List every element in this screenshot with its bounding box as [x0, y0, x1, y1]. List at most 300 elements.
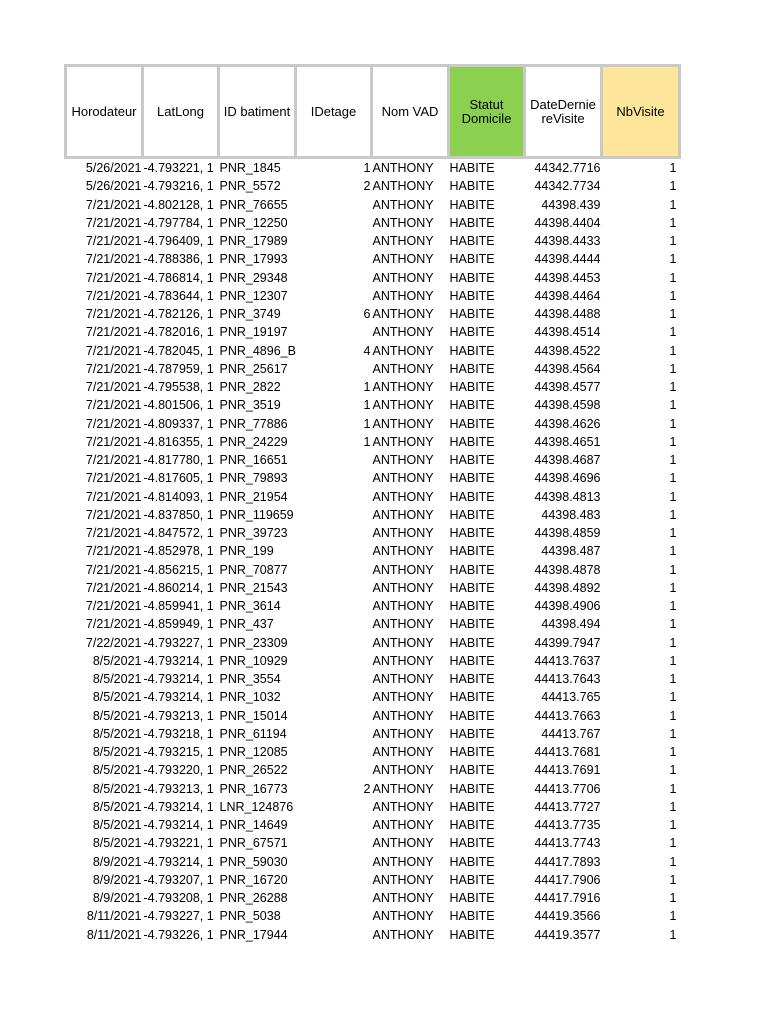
cell-horodateur[interactable]: 7/21/2021 — [85, 215, 142, 230]
cell-statut-domicile[interactable]: HABITE — [449, 891, 495, 906]
cell-idetage[interactable] — [296, 743, 372, 761]
cell-idetage[interactable] — [296, 506, 372, 524]
header-nom-vad[interactable]: Nom VAD — [372, 66, 449, 158]
cell-id-batiment[interactable]: PNR_119659 — [219, 507, 294, 522]
cell-date-derniere-visite[interactable]: 44413.7691 — [534, 763, 601, 778]
cell-latlong[interactable]: -4.809337, 1 — [143, 416, 214, 431]
cell-horodateur[interactable]: 7/21/2021 — [85, 380, 142, 395]
cell-nb-visite[interactable]: 1 — [669, 544, 677, 559]
cell-nom-vad[interactable]: ANTHONY — [372, 398, 434, 413]
cell-statut-domicile[interactable]: HABITE — [449, 799, 495, 814]
cell-date-derniere-visite[interactable]: 44413.765 — [541, 690, 601, 705]
cell-date-derniere-visite[interactable]: 44417.7906 — [534, 872, 601, 887]
header-statut-domicile[interactable]: Statut Domicile — [449, 66, 525, 158]
cell-latlong[interactable]: -4.793216, 1 — [143, 179, 214, 194]
cell-date-derniere-visite[interactable]: 44398.4514 — [534, 325, 601, 340]
cell-nb-visite[interactable]: 1 — [669, 161, 677, 176]
cell-id-batiment[interactable]: PNR_25617 — [219, 361, 288, 376]
cell-nb-visite[interactable]: 1 — [669, 179, 677, 194]
cell-latlong[interactable]: -4.793227, 1 — [143, 909, 214, 924]
cell-horodateur[interactable]: 5/26/2021 — [85, 179, 142, 194]
cell-nb-visite[interactable]: 1 — [669, 635, 677, 650]
cell-nb-visite[interactable]: 1 — [669, 909, 677, 924]
cell-date-derniere-visite[interactable]: 44413.767 — [541, 726, 601, 741]
cell-date-derniere-visite[interactable]: 44398.4626 — [534, 416, 601, 431]
cell-idetage[interactable] — [296, 652, 372, 670]
cell-latlong[interactable]: -4.793214, 1 — [143, 818, 214, 833]
cell-idetage[interactable] — [296, 597, 372, 615]
cell-statut-domicile[interactable]: HABITE — [449, 726, 495, 741]
cell-idetage[interactable] — [296, 196, 372, 214]
cell-statut-domicile[interactable]: HABITE — [449, 781, 495, 796]
cell-latlong[interactable]: -4.782016, 1 — [143, 325, 214, 340]
cell-nom-vad[interactable]: ANTHONY — [372, 635, 434, 650]
cell-nom-vad[interactable]: ANTHONY — [372, 416, 434, 431]
cell-horodateur[interactable]: 8/5/2021 — [92, 745, 142, 760]
cell-horodateur[interactable]: 7/21/2021 — [85, 562, 142, 577]
cell-horodateur[interactable]: 8/5/2021 — [92, 763, 142, 778]
cell-nom-vad[interactable]: ANTHONY — [372, 599, 434, 614]
cell-latlong[interactable]: -4.793207, 1 — [143, 872, 214, 887]
cell-nom-vad[interactable]: ANTHONY — [372, 288, 434, 303]
cell-id-batiment[interactable]: PNR_16720 — [219, 872, 288, 887]
cell-statut-domicile[interactable]: HABITE — [449, 380, 495, 395]
cell-statut-domicile[interactable]: HABITE — [449, 617, 495, 632]
cell-statut-domicile[interactable]: HABITE — [449, 215, 495, 230]
cell-statut-domicile[interactable]: HABITE — [449, 599, 495, 614]
cell-id-batiment[interactable]: PNR_1032 — [219, 690, 281, 705]
cell-date-derniere-visite[interactable]: 44398.4453 — [534, 270, 601, 285]
cell-horodateur[interactable]: 7/21/2021 — [85, 197, 142, 212]
cell-nb-visite[interactable]: 1 — [669, 854, 677, 869]
cell-date-derniere-visite[interactable]: 44419.3566 — [534, 909, 601, 924]
cell-id-batiment[interactable]: PNR_21954 — [219, 489, 288, 504]
cell-id-batiment[interactable]: PNR_12250 — [219, 215, 288, 230]
cell-nom-vad[interactable]: ANTHONY — [372, 854, 434, 869]
cell-nom-vad[interactable]: ANTHONY — [372, 526, 434, 541]
cell-nom-vad[interactable]: ANTHONY — [372, 489, 434, 504]
cell-id-batiment[interactable]: PNR_16651 — [219, 453, 288, 468]
cell-id-batiment[interactable]: PNR_14649 — [219, 818, 288, 833]
cell-nb-visite[interactable]: 1 — [669, 471, 677, 486]
cell-nb-visite[interactable]: 1 — [669, 891, 677, 906]
cell-id-batiment[interactable]: PNR_21543 — [219, 580, 288, 595]
cell-id-batiment[interactable]: LNR_124876 — [219, 799, 294, 814]
cell-nb-visite[interactable]: 1 — [669, 380, 677, 395]
cell-id-batiment[interactable]: PNR_5038 — [219, 909, 281, 924]
cell-nom-vad[interactable]: ANTHONY — [372, 307, 434, 322]
cell-date-derniere-visite[interactable]: 44413.7727 — [534, 799, 601, 814]
header-nb-visite[interactable]: NbVisite — [602, 66, 680, 158]
cell-latlong[interactable]: -4.793214, 1 — [143, 690, 214, 705]
cell-nb-visite[interactable]: 1 — [669, 690, 677, 705]
cell-horodateur[interactable]: 8/9/2021 — [92, 854, 142, 869]
cell-idetage[interactable] — [296, 707, 372, 725]
cell-date-derniere-visite[interactable]: 44398.4696 — [534, 471, 601, 486]
cell-id-batiment[interactable]: PNR_39723 — [219, 526, 288, 541]
cell-horodateur[interactable]: 8/11/2021 — [86, 927, 142, 942]
cell-nb-visite[interactable]: 1 — [669, 836, 677, 851]
cell-idetage[interactable] — [296, 488, 372, 506]
cell-statut-domicile[interactable]: HABITE — [449, 909, 495, 924]
cell-date-derniere-visite[interactable]: 44398.4892 — [534, 580, 601, 595]
cell-nb-visite[interactable]: 1 — [669, 270, 677, 285]
cell-nom-vad[interactable]: ANTHONY — [372, 653, 434, 668]
cell-date-derniere-visite[interactable]: 44342.7716 — [534, 161, 601, 176]
cell-horodateur[interactable]: 8/5/2021 — [92, 781, 142, 796]
cell-idetage[interactable] — [296, 524, 372, 542]
cell-latlong[interactable]: -4.793214, 1 — [143, 672, 214, 687]
cell-statut-domicile[interactable]: HABITE — [449, 343, 495, 358]
cell-nb-visite[interactable]: 1 — [669, 215, 677, 230]
cell-nb-visite[interactable]: 1 — [669, 708, 677, 723]
cell-date-derniere-visite[interactable]: 44398.4687 — [534, 453, 601, 468]
cell-idetage[interactable]: 6 — [363, 307, 371, 322]
cell-nb-visite[interactable]: 1 — [669, 434, 677, 449]
cell-id-batiment[interactable]: PNR_5572 — [219, 179, 281, 194]
header-date-derniere-visite[interactable]: DateDerniereVisite — [525, 66, 602, 158]
cell-nb-visite[interactable]: 1 — [669, 398, 677, 413]
cell-id-batiment[interactable]: PNR_437 — [219, 617, 274, 632]
cell-latlong[interactable]: -4.786814, 1 — [143, 270, 214, 285]
cell-latlong[interactable]: -4.859949, 1 — [143, 617, 214, 632]
cell-nom-vad[interactable]: ANTHONY — [372, 234, 434, 249]
cell-id-batiment[interactable]: PNR_199 — [219, 544, 274, 559]
cell-id-batiment[interactable]: PNR_67571 — [219, 836, 288, 851]
cell-id-batiment[interactable]: PNR_12085 — [219, 745, 288, 760]
cell-statut-domicile[interactable]: HABITE — [449, 398, 495, 413]
cell-latlong[interactable]: -4.860214, 1 — [143, 580, 214, 595]
cell-date-derniere-visite[interactable]: 44419.3577 — [534, 927, 601, 942]
cell-date-derniere-visite[interactable]: 44398.483 — [541, 507, 601, 522]
cell-nb-visite[interactable]: 1 — [669, 325, 677, 340]
cell-idetage[interactable] — [296, 232, 372, 250]
cell-statut-domicile[interactable]: HABITE — [449, 672, 495, 687]
cell-horodateur[interactable]: 7/21/2021 — [85, 471, 142, 486]
cell-nom-vad[interactable]: ANTHONY — [372, 361, 434, 376]
cell-nom-vad[interactable]: ANTHONY — [372, 927, 434, 942]
cell-idetage[interactable] — [296, 853, 372, 871]
cell-date-derniere-visite[interactable]: 44417.7916 — [534, 891, 601, 906]
cell-latlong[interactable]: -4.793214, 1 — [143, 854, 214, 869]
cell-horodateur[interactable]: 7/21/2021 — [85, 325, 142, 340]
cell-id-batiment[interactable]: PNR_3519 — [219, 398, 281, 413]
cell-nb-visite[interactable]: 1 — [669, 799, 677, 814]
cell-id-batiment[interactable]: PNR_17993 — [219, 252, 288, 267]
cell-horodateur[interactable]: 7/21/2021 — [85, 252, 142, 267]
cell-id-batiment[interactable]: PNR_3749 — [219, 307, 281, 322]
cell-nom-vad[interactable]: ANTHONY — [372, 197, 434, 212]
cell-latlong[interactable]: -4.793226, 1 — [143, 927, 214, 942]
cell-nb-visite[interactable]: 1 — [669, 507, 677, 522]
cell-latlong[interactable]: -4.793218, 1 — [143, 726, 214, 741]
cell-statut-domicile[interactable]: HABITE — [449, 836, 495, 851]
cell-idetage[interactable] — [296, 634, 372, 652]
cell-horodateur[interactable]: 8/5/2021 — [92, 672, 142, 687]
cell-idetage[interactable] — [296, 816, 372, 834]
cell-latlong[interactable]: -4.793214, 1 — [143, 799, 214, 814]
cell-nb-visite[interactable]: 1 — [669, 416, 677, 431]
cell-nom-vad[interactable]: ANTHONY — [372, 799, 434, 814]
cell-horodateur[interactable]: 7/21/2021 — [85, 361, 142, 376]
cell-date-derniere-visite[interactable]: 44398.4577 — [534, 380, 601, 395]
cell-nom-vad[interactable]: ANTHONY — [372, 836, 434, 851]
cell-id-batiment[interactable]: PNR_59030 — [219, 854, 288, 869]
cell-statut-domicile[interactable]: HABITE — [449, 745, 495, 760]
cell-id-batiment[interactable]: PNR_77886 — [219, 416, 288, 431]
cell-statut-domicile[interactable]: HABITE — [449, 690, 495, 705]
cell-statut-domicile[interactable]: HABITE — [449, 179, 495, 194]
cell-nb-visite[interactable]: 1 — [669, 526, 677, 541]
cell-latlong[interactable]: -4.797784, 1 — [143, 215, 214, 230]
cell-idetage[interactable] — [296, 670, 372, 688]
cell-idetage[interactable] — [296, 834, 372, 852]
cell-horodateur[interactable]: 7/21/2021 — [85, 453, 142, 468]
cell-idetage[interactable]: 2 — [363, 179, 371, 194]
cell-latlong[interactable]: -4.793215, 1 — [143, 745, 214, 760]
cell-date-derniere-visite[interactable]: 44398.4404 — [534, 215, 601, 230]
cell-latlong[interactable]: -4.793213, 1 — [143, 708, 214, 723]
cell-id-batiment[interactable]: PNR_76655 — [219, 197, 288, 212]
cell-idetage[interactable]: 1 — [363, 416, 371, 431]
cell-id-batiment[interactable]: PNR_1845 — [219, 161, 281, 176]
cell-nb-visite[interactable]: 1 — [669, 653, 677, 668]
cell-horodateur[interactable]: 7/21/2021 — [85, 270, 142, 285]
cell-nb-visite[interactable]: 1 — [669, 781, 677, 796]
cell-horodateur[interactable]: 8/5/2021 — [92, 653, 142, 668]
cell-statut-domicile[interactable]: HABITE — [449, 307, 495, 322]
cell-nb-visite[interactable]: 1 — [669, 745, 677, 760]
cell-statut-domicile[interactable]: HABITE — [449, 872, 495, 887]
cell-horodateur[interactable]: 7/21/2021 — [85, 434, 142, 449]
cell-nom-vad[interactable]: ANTHONY — [372, 708, 434, 723]
cell-horodateur[interactable]: 7/21/2021 — [85, 398, 142, 413]
cell-horodateur[interactable]: 8/9/2021 — [92, 872, 142, 887]
cell-statut-domicile[interactable]: HABITE — [449, 562, 495, 577]
cell-statut-domicile[interactable]: HABITE — [449, 653, 495, 668]
cell-idetage[interactable] — [296, 323, 372, 341]
cell-idetage[interactable] — [296, 926, 372, 944]
cell-id-batiment[interactable]: PNR_70877 — [219, 562, 288, 577]
cell-statut-domicile[interactable]: HABITE — [449, 453, 495, 468]
cell-idetage[interactable] — [296, 269, 372, 287]
cell-latlong[interactable]: -4.788386, 1 — [143, 252, 214, 267]
cell-statut-domicile[interactable]: HABITE — [449, 708, 495, 723]
cell-statut-domicile[interactable]: HABITE — [449, 471, 495, 486]
cell-id-batiment[interactable]: PNR_10929 — [219, 653, 288, 668]
cell-nom-vad[interactable]: ANTHONY — [372, 726, 434, 741]
header-idetage[interactable]: IDetage — [296, 66, 372, 158]
cell-horodateur[interactable]: 7/21/2021 — [85, 489, 142, 504]
cell-id-batiment[interactable]: PNR_17944 — [219, 927, 288, 942]
cell-date-derniere-visite[interactable]: 44398.4598 — [534, 398, 601, 413]
cell-idetage[interactable] — [296, 907, 372, 925]
cell-statut-domicile[interactable]: HABITE — [449, 161, 495, 176]
cell-nb-visite[interactable]: 1 — [669, 307, 677, 322]
cell-statut-domicile[interactable]: HABITE — [449, 197, 495, 212]
cell-id-batiment[interactable]: PNR_26522 — [219, 763, 288, 778]
cell-id-batiment[interactable]: PNR_26288 — [219, 891, 288, 906]
cell-latlong[interactable]: -4.847572, 1 — [143, 526, 214, 541]
header-horodateur[interactable]: Horodateur — [66, 66, 143, 158]
cell-date-derniere-visite[interactable]: 44398.4564 — [534, 361, 601, 376]
cell-nom-vad[interactable]: ANTHONY — [372, 763, 434, 778]
cell-idetage[interactable] — [296, 798, 372, 816]
cell-id-batiment[interactable]: PNR_3614 — [219, 599, 281, 614]
cell-latlong[interactable]: -4.793208, 1 — [143, 891, 214, 906]
cell-horodateur[interactable]: 7/21/2021 — [85, 617, 142, 632]
cell-latlong[interactable]: -4.793227, 1 — [143, 635, 214, 650]
cell-latlong[interactable]: -4.817780, 1 — [143, 453, 214, 468]
cell-date-derniere-visite[interactable]: 44398.4522 — [534, 343, 601, 358]
cell-date-derniere-visite[interactable]: 44413.7637 — [534, 653, 601, 668]
cell-nom-vad[interactable]: ANTHONY — [372, 380, 434, 395]
cell-nb-visite[interactable]: 1 — [669, 562, 677, 577]
cell-date-derniere-visite[interactable]: 44398.4813 — [534, 489, 601, 504]
cell-horodateur[interactable]: 8/5/2021 — [92, 836, 142, 851]
cell-latlong[interactable]: -4.787959, 1 — [143, 361, 214, 376]
cell-date-derniere-visite[interactable]: 44398.4444 — [534, 252, 601, 267]
cell-nom-vad[interactable]: ANTHONY — [372, 507, 434, 522]
cell-date-derniere-visite[interactable]: 44413.7663 — [534, 708, 601, 723]
cell-nb-visite[interactable]: 1 — [669, 818, 677, 833]
cell-nom-vad[interactable]: ANTHONY — [372, 161, 434, 176]
cell-nom-vad[interactable]: ANTHONY — [372, 252, 434, 267]
cell-horodateur[interactable]: 8/9/2021 — [92, 891, 142, 906]
cell-nb-visite[interactable]: 1 — [669, 288, 677, 303]
cell-nom-vad[interactable]: ANTHONY — [372, 580, 434, 595]
cell-horodateur[interactable]: 8/11/2021 — [86, 909, 142, 924]
cell-nom-vad[interactable]: ANTHONY — [372, 434, 434, 449]
cell-statut-domicile[interactable]: HABITE — [449, 580, 495, 595]
cell-idetage[interactable] — [296, 688, 372, 706]
cell-statut-domicile[interactable]: HABITE — [449, 927, 495, 942]
cell-horodateur[interactable]: 8/5/2021 — [92, 818, 142, 833]
header-latlong[interactable]: LatLong — [143, 66, 219, 158]
cell-horodateur[interactable]: 7/22/2021 — [85, 635, 142, 650]
cell-nom-vad[interactable]: ANTHONY — [372, 909, 434, 924]
cell-date-derniere-visite[interactable]: 44398.4906 — [534, 599, 601, 614]
cell-idetage[interactable] — [296, 761, 372, 779]
cell-latlong[interactable]: -4.782126, 1 — [143, 307, 214, 322]
cell-nb-visite[interactable]: 1 — [669, 672, 677, 687]
cell-statut-domicile[interactable]: HABITE — [449, 854, 495, 869]
cell-latlong[interactable]: -4.796409, 1 — [143, 234, 214, 249]
cell-statut-domicile[interactable]: HABITE — [449, 635, 495, 650]
cell-statut-domicile[interactable]: HABITE — [449, 416, 495, 431]
cell-nom-vad[interactable]: ANTHONY — [372, 471, 434, 486]
cell-latlong[interactable]: -4.793213, 1 — [143, 781, 214, 796]
cell-id-batiment[interactable]: PNR_4896_B — [219, 343, 296, 358]
cell-horodateur[interactable]: 7/21/2021 — [85, 507, 142, 522]
cell-id-batiment[interactable]: PNR_12307 — [219, 288, 288, 303]
cell-id-batiment[interactable]: PNR_3554 — [219, 672, 281, 687]
cell-nb-visite[interactable]: 1 — [669, 872, 677, 887]
cell-idetage[interactable]: 4 — [363, 343, 371, 358]
cell-statut-domicile[interactable]: HABITE — [449, 288, 495, 303]
cell-latlong[interactable]: -4.793220, 1 — [143, 763, 214, 778]
cell-idetage[interactable]: 1 — [363, 434, 371, 449]
cell-idetage[interactable] — [296, 469, 372, 487]
cell-nom-vad[interactable]: ANTHONY — [372, 672, 434, 687]
cell-latlong[interactable]: -4.859941, 1 — [143, 599, 214, 614]
cell-nom-vad[interactable]: ANTHONY — [372, 818, 434, 833]
cell-horodateur[interactable]: 7/21/2021 — [85, 599, 142, 614]
cell-nom-vad[interactable]: ANTHONY — [372, 781, 434, 796]
cell-statut-domicile[interactable]: HABITE — [449, 818, 495, 833]
cell-id-batiment[interactable]: PNR_15014 — [219, 708, 288, 723]
cell-nb-visite[interactable]: 1 — [669, 599, 677, 614]
cell-nb-visite[interactable]: 1 — [669, 726, 677, 741]
cell-idetage[interactable]: 1 — [363, 398, 371, 413]
cell-statut-domicile[interactable]: HABITE — [449, 252, 495, 267]
cell-date-derniere-visite[interactable]: 44413.7743 — [534, 836, 601, 851]
cell-latlong[interactable]: -4.793221, 1 — [143, 161, 214, 176]
cell-nb-visite[interactable]: 1 — [669, 453, 677, 468]
header-id-batiment[interactable]: ID batiment — [219, 66, 296, 158]
cell-nom-vad[interactable]: ANTHONY — [372, 745, 434, 760]
cell-date-derniere-visite[interactable]: 44398.4433 — [534, 234, 601, 249]
cell-horodateur[interactable]: 8/5/2021 — [92, 690, 142, 705]
cell-nb-visite[interactable]: 1 — [669, 197, 677, 212]
cell-nb-visite[interactable]: 1 — [669, 580, 677, 595]
cell-statut-domicile[interactable]: HABITE — [449, 325, 495, 340]
cell-latlong[interactable]: -4.837850, 1 — [143, 507, 214, 522]
cell-date-derniere-visite[interactable]: 44398.439 — [541, 197, 601, 212]
cell-latlong[interactable]: -4.856215, 1 — [143, 562, 214, 577]
cell-date-derniere-visite[interactable]: 44398.4651 — [534, 434, 601, 449]
cell-horodateur[interactable]: 7/21/2021 — [85, 343, 142, 358]
cell-nom-vad[interactable]: ANTHONY — [372, 343, 434, 358]
cell-date-derniere-visite[interactable]: 44417.7893 — [534, 854, 601, 869]
cell-horodateur[interactable]: 8/5/2021 — [92, 726, 142, 741]
cell-nom-vad[interactable]: ANTHONY — [372, 215, 434, 230]
cell-idetage[interactable] — [296, 250, 372, 268]
cell-date-derniere-visite[interactable]: 44398.4488 — [534, 307, 601, 322]
cell-id-batiment[interactable]: PNR_19197 — [219, 325, 288, 340]
cell-nom-vad[interactable]: ANTHONY — [372, 891, 434, 906]
cell-statut-domicile[interactable]: HABITE — [449, 234, 495, 249]
cell-latlong[interactable]: -4.814093, 1 — [143, 489, 214, 504]
cell-latlong[interactable]: -4.783644, 1 — [143, 288, 214, 303]
cell-nb-visite[interactable]: 1 — [669, 927, 677, 942]
cell-idetage[interactable]: 1 — [363, 380, 371, 395]
cell-latlong[interactable]: -4.802128, 1 — [143, 197, 214, 212]
cell-date-derniere-visite[interactable]: 44413.7706 — [534, 781, 601, 796]
cell-id-batiment[interactable]: PNR_29348 — [219, 270, 288, 285]
cell-statut-domicile[interactable]: HABITE — [449, 763, 495, 778]
cell-nb-visite[interactable]: 1 — [669, 343, 677, 358]
cell-latlong[interactable]: -4.795538, 1 — [143, 380, 214, 395]
cell-nb-visite[interactable]: 1 — [669, 617, 677, 632]
cell-horodateur[interactable]: 7/21/2021 — [85, 234, 142, 249]
cell-statut-domicile[interactable]: HABITE — [449, 544, 495, 559]
cell-latlong[interactable]: -4.817605, 1 — [143, 471, 214, 486]
cell-statut-domicile[interactable]: HABITE — [449, 526, 495, 541]
cell-nom-vad[interactable]: ANTHONY — [372, 325, 434, 340]
cell-nb-visite[interactable]: 1 — [669, 489, 677, 504]
cell-date-derniere-visite[interactable]: 44398.4859 — [534, 526, 601, 541]
cell-horodateur[interactable]: 7/21/2021 — [85, 416, 142, 431]
cell-latlong[interactable]: -4.793221, 1 — [143, 836, 214, 851]
cell-date-derniere-visite[interactable]: 44413.7681 — [534, 745, 601, 760]
cell-id-batiment[interactable]: PNR_17989 — [219, 234, 288, 249]
cell-latlong[interactable]: -4.801506, 1 — [143, 398, 214, 413]
cell-idetage[interactable]: 1 — [363, 161, 371, 176]
cell-latlong[interactable]: -4.852978, 1 — [143, 544, 214, 559]
cell-latlong[interactable]: -4.793214, 1 — [143, 653, 214, 668]
cell-horodateur[interactable]: 8/5/2021 — [92, 708, 142, 723]
